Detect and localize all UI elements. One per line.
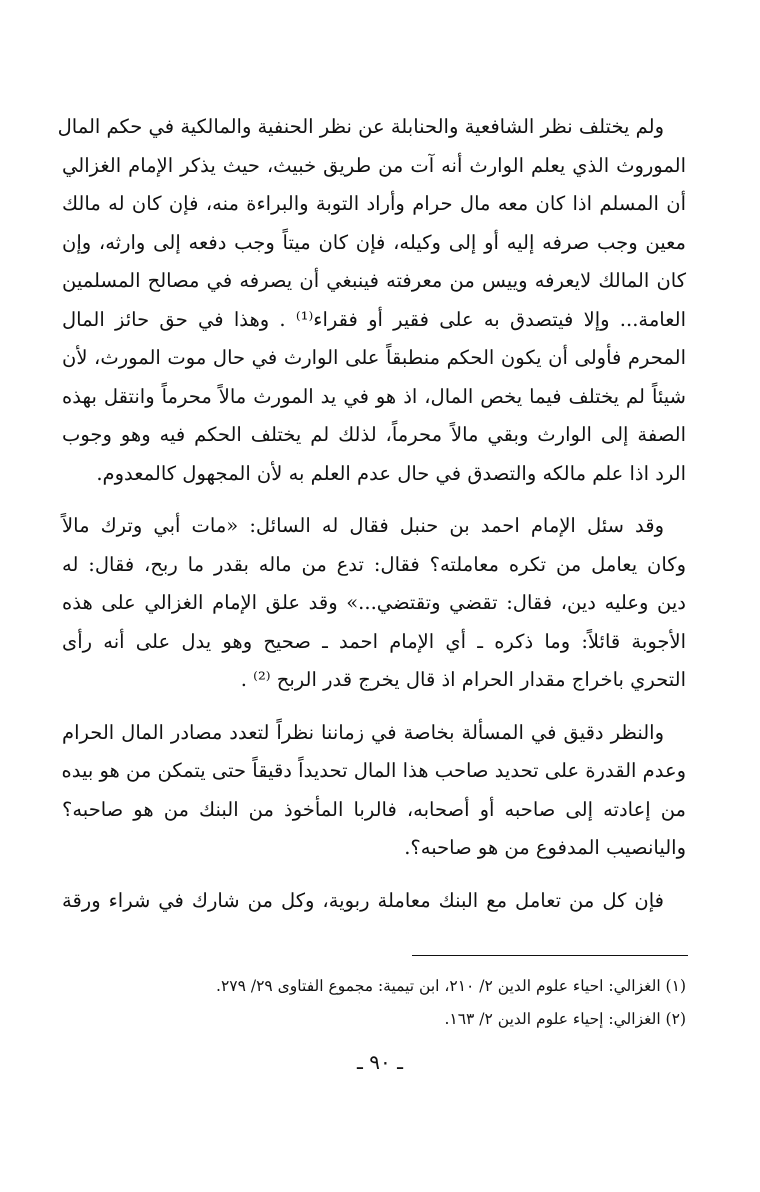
text-line: أن المسلم اذا كان معه مال حرام وأراد التوبة والبراءة منه، فإن كان له مالك: [62, 192, 686, 215]
text-line: الرد اذا علم مالكه والتصدق في حال عدم العلم به لأن المجهول كالمعدوم.: [96, 461, 686, 485]
paragraph-4: [62, 882, 686, 921]
text-line: من إعادته إلى صاحبه أو أصحابه، فالربا المأخوذ من البنك من هو صاحبه؟: [62, 797, 686, 821]
text-line: الأجوبة قائلاً: وما ذكره ـ أي الإمام احمد ـ صحيح وهو يدل على أنه رأى: [62, 629, 686, 653]
page-number: ـ ٩٠ ـ: [357, 1050, 403, 1074]
text-line: شيئاً لم يختلف فيما يخص المال، اذ هو في يد المورث مالاً محرماً وانتقل بهذه: [62, 384, 686, 408]
paragraph-1: [57, 108, 686, 493]
footnote-divider: [412, 955, 688, 956]
text-line: المحرم فأولى أن يكون الحكم منطبقاً على الوارث في حال موت المورث، لأن: [62, 346, 686, 369]
footnote-2: (٢) الغزالي: إحياء علوم الدين ٢/ ١٦٣.: [444, 1010, 686, 1028]
footnotes: [62, 970, 686, 1036]
text-line: وقد سئل الإمام احمد بن حنبل فقال له السائل: «مات أبي وترك مالاً: [62, 514, 664, 537]
footnote-1: (١) الغزالي: احياء علوم الدين ٢/ ٢١٠، ابن تيمية: مجموع الفتاوى ٢٩/ ٢٧٩.: [216, 977, 686, 995]
text-line: الصفة إلى الوارث وبقي مالاً محرماً، لذلك لم يختلف الحكم فيه وهو وجوب: [62, 423, 686, 446]
text-line: كان المالك لايعرفه وييس من معرفته فينبغي أن يصرفه في مصالح المسلمين: [62, 269, 686, 292]
text-line: التحري باخراج مقدار الحرام اذ قال يخرج قدر الربح ⁽²⁾ .: [240, 668, 686, 691]
text-line: معين وجب صرفه إليه أو إلى وكيله، فإن كان ميتاً وجب دفعه إلى وارثه، وإن: [62, 230, 686, 254]
paragraph-2: [62, 507, 686, 700]
text-line: الموروث الذي يعلم الوارث أنه آت من طريق خبيث، حيث يذكر الإمام الغزالي: [62, 153, 686, 177]
paragraph-3: [62, 714, 686, 868]
text-line: فإن كل من تعامل مع البنك معاملة ربوية، وكل من شارك في شراء ورقة: [62, 888, 664, 912]
page-body: [57, 108, 686, 934]
text-line: دين وعليه دين، فقال: تقضي وتقتضي...» وقد علق الإمام الغزالي على هذه: [62, 591, 686, 614]
text-line: والنظر دقيق في المسألة بخاصة في زماننا نظراً لتعدد مصادر المال الحرام: [62, 720, 664, 744]
text-line: العامة... وإلا فيتصدق به على فقير أو فقراء⁽¹⁾ . وهذا في حق حائز المال: [62, 307, 686, 331]
text-line: واليانصيب المدفوع من هو صاحبه؟.: [404, 836, 686, 859]
text-line: ولم يختلف نظر الشافعية والحنابلة عن نظر الحنفية والمالكية في حكم المال: [57, 115, 664, 138]
text-line: وكان يعامل من تكره معاملته؟ فقال: تدع من ماله بقدر ما ربح، فقال: له: [62, 552, 686, 576]
text-line: وعدم القدرة على تحديد صاحب هذا المال تحديداً دقيقاً حتى يتمكن من هو بيده: [61, 759, 686, 782]
